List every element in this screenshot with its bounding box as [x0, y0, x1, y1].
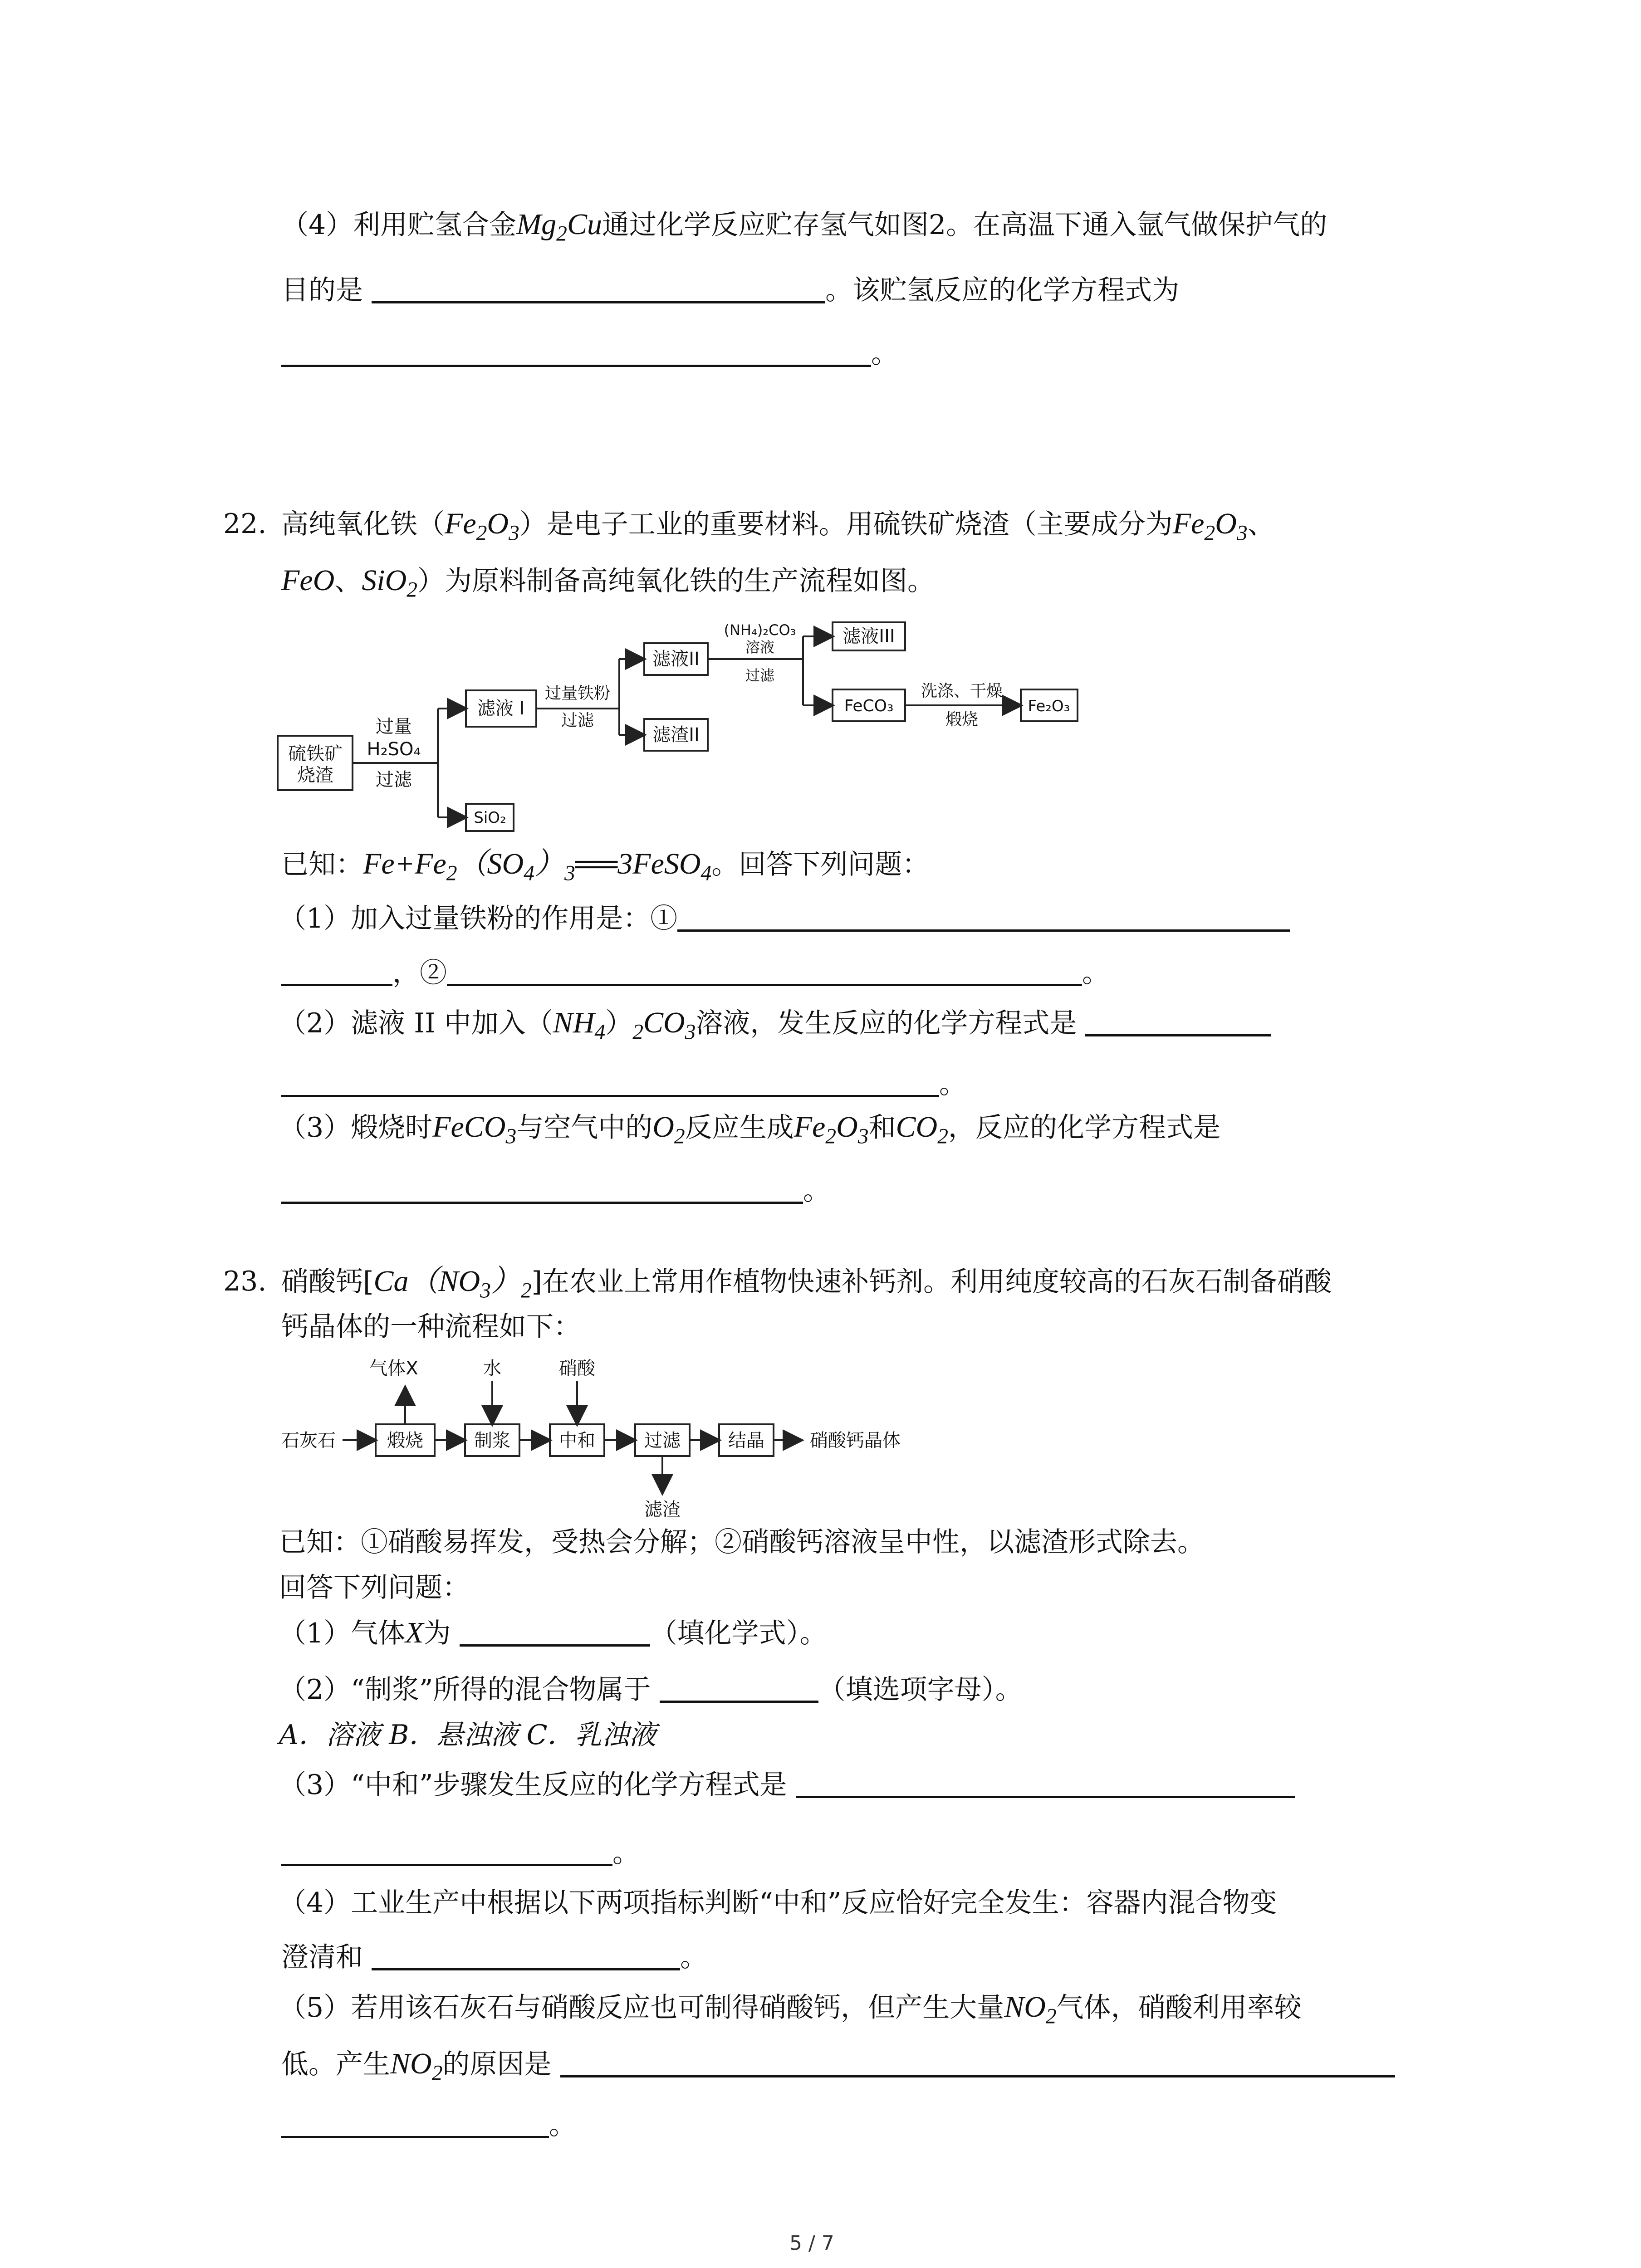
- flow-reagent1-b: H₂SO₄: [367, 739, 421, 760]
- formula-no2: $NO_2$: [1004, 1990, 1057, 2028]
- formula-fe2o3: $Fe_2O_3$: [1172, 507, 1248, 545]
- text: （1）加入过量铁粉的作用是：①: [279, 903, 678, 934]
- flow-reagent4-b: 煅烧: [945, 710, 979, 729]
- flow-step-neutralize: 中和: [559, 1430, 595, 1451]
- q22-stem-line2: [281, 560, 935, 601]
- text: （3）“中和”步骤发生反应的化学方程式是: [279, 1769, 787, 1801]
- text: （2）“制浆”所得的混合物属于: [279, 1674, 651, 1706]
- flow-filtrate3: 滤液III: [843, 626, 895, 647]
- flow-step-calcine: 煅烧: [387, 1430, 423, 1451]
- text: 溶液，发生反应的化学方程式是: [696, 1007, 1077, 1039]
- q23-flow-diagram: [272, 1349, 953, 1526]
- formula-sio2: SiO$_2$: [362, 564, 418, 602]
- flow-reagent1-c: 过滤: [376, 769, 412, 790]
- flow-step-slurry: 制浆: [474, 1430, 510, 1451]
- text: （填化学式）。: [650, 1618, 827, 1649]
- q23-stem-line1: [281, 1261, 1332, 1302]
- question-number-22: 22.: [223, 508, 267, 540]
- flow-sio2: SiO₂: [474, 809, 506, 827]
- q23-q4-line2: [281, 1937, 707, 1978]
- text: （2）滤液 II 中加入（: [279, 1007, 553, 1039]
- text: 与空气中的: [516, 1112, 653, 1144]
- q23-options: A．溶液 B．悬浊液 C．乳浊液: [279, 1719, 656, 1751]
- answer-blank[interactable]: [281, 979, 392, 986]
- text: 为: [423, 1618, 451, 1649]
- question-number-23: 23.: [223, 1266, 267, 1297]
- text: （4）利用贮氢合金: [281, 209, 517, 241]
- answer-blank[interactable]: [372, 297, 825, 303]
- text: 低。产生: [281, 2048, 390, 2080]
- flow-acid: 硝酸: [559, 1358, 595, 1379]
- formula-fe2o3: $Fe_2O_3$: [445, 507, 519, 545]
- answer-blank[interactable]: [460, 1640, 650, 1647]
- equation-known: $Fe+Fe_2(SO_4)_3══3FeSO_4$: [363, 847, 712, 885]
- text: 。回答下列问题：: [711, 849, 930, 880]
- flow-reagent4-a: 洗涤、干燥: [921, 682, 1003, 700]
- text: 。: [871, 338, 898, 370]
- q23-known: 已知：①硝酸易挥发，受热会分解；②硝酸钙溶液呈中性，以滤渣形式除去。: [279, 1526, 1205, 1558]
- text: 、: [334, 565, 362, 597]
- text: 、: [1247, 508, 1275, 540]
- answer-blank[interactable]: [560, 2071, 1395, 2077]
- q23-q5-line1: [279, 1987, 1302, 2028]
- text: 。: [939, 1068, 966, 1100]
- q22-q1-line1: [279, 898, 1290, 939]
- q22-q2-line2: [281, 1064, 966, 1105]
- formula-nh4-2co3: $NH_4$: [553, 1006, 606, 1044]
- flow-reagent3-b: 溶液: [745, 639, 775, 656]
- text: （3）煅烧时: [279, 1112, 433, 1144]
- text: ，②: [392, 957, 447, 989]
- text: 澄清和: [281, 1941, 363, 1973]
- answer-blank[interactable]: [677, 925, 1290, 932]
- flow-step-crystallize: 结晶: [728, 1430, 764, 1451]
- answer-blank[interactable]: [660, 1696, 818, 1703]
- q22-q3-line2: [281, 1170, 830, 1211]
- flow-feco3: FeCO₃: [844, 697, 894, 715]
- formula-co2: $CO_2$: [896, 1110, 948, 1149]
- formula-no2: $NO_2$: [390, 2047, 443, 2085]
- text: ）是电子工业的重要材料。用硫铁矿烧渣（主要成分为: [519, 508, 1173, 540]
- q23-q2: [279, 1669, 1023, 1710]
- q23-q1: [279, 1613, 827, 1654]
- formula-feo: FeO: [281, 564, 335, 597]
- answer-blank[interactable]: [281, 360, 871, 367]
- text: 通过化学反应贮存氢气如图2。在高温下通入氩气做保护气的: [602, 209, 1327, 241]
- q22-known: [281, 844, 929, 885]
- text: ）: [605, 1007, 633, 1039]
- flow-start-b: 烧渣: [297, 765, 333, 786]
- q22-q3-line1: [279, 1107, 1220, 1148]
- text: 高纯氧化铁（: [281, 508, 445, 540]
- page-number: 5 / 7: [789, 2232, 834, 2255]
- answer-blank[interactable]: [447, 979, 1082, 986]
- flow-reagent3-a: (NH₄)₂CO₃: [724, 621, 796, 639]
- text: 。: [549, 2109, 576, 2141]
- text: 已知：: [281, 849, 363, 880]
- answer-blank[interactable]: [281, 1090, 939, 1097]
- q23-answer-intro: 回答下列问题：: [279, 1572, 470, 1603]
- flow-fe2o3: Fe₂O₃: [1028, 697, 1070, 715]
- formula-o2: $O_2$: [652, 1110, 685, 1149]
- answer-blank[interactable]: [281, 2131, 549, 2138]
- text: 硝酸钙[: [281, 1266, 374, 1298]
- text: 。: [1082, 957, 1109, 989]
- text: 的原因是: [442, 2048, 552, 2080]
- formula-x: X: [405, 1616, 424, 1649]
- flow-product: 硝酸钙晶体: [810, 1430, 901, 1451]
- flow-residue2: 滤渣II: [652, 724, 700, 745]
- text: 目的是: [281, 274, 363, 306]
- text: （1）气体: [279, 1618, 406, 1649]
- text: 。该贮氢反应的化学方程式为: [825, 274, 1180, 306]
- text: 气体，硝酸利用率较: [1056, 1992, 1302, 2024]
- flow-filtrate1: 滤液 I: [477, 698, 525, 719]
- flow-start: 石灰石: [281, 1430, 336, 1451]
- q23-stem-line2: [281, 1306, 581, 1347]
- answer-blank[interactable]: [372, 1964, 680, 1970]
- text: 反应生成: [685, 1112, 794, 1144]
- text: ，反应的化学方程式是: [948, 1112, 1220, 1144]
- formula-mg2cu: $Mg_2Cu$: [516, 208, 602, 246]
- answer-blank[interactable]: [796, 1791, 1295, 1798]
- q22-flow-diagram: [272, 617, 1116, 835]
- flow-gas-x: 气体X: [369, 1358, 418, 1379]
- flow-reagent2-a: 过量铁粉: [544, 684, 611, 703]
- formula-ca-no3-2: $Ca(NO_3)_2$: [373, 1265, 532, 1303]
- q23-q3-line1: [279, 1765, 1295, 1805]
- answer-blank[interactable]: [1085, 1030, 1271, 1036]
- formula-co3: $_2CO_3$: [632, 1006, 696, 1044]
- q22-q2-line1: [279, 1002, 1271, 1044]
- flow-residue: 滤渣: [644, 1499, 681, 1520]
- text: 。: [803, 1175, 830, 1207]
- text: 钙晶体的一种流程如下：: [281, 1311, 581, 1343]
- answer-blank[interactable]: [281, 1859, 612, 1866]
- text: （5）若用该石灰石与硝酸反应也可制得硝酸钙，但产生大量: [279, 1992, 1004, 2024]
- text: （填选项字母）。: [818, 1674, 1023, 1706]
- formula-feco3: FeCO$_3$: [432, 1110, 517, 1149]
- q23-q5-line3: [281, 2105, 576, 2146]
- q23-q3-line2: [281, 1833, 640, 1873]
- formula-fe2o3: $Fe_2O_3$: [794, 1110, 869, 1149]
- flow-filtrate2: 滤液II: [652, 649, 700, 670]
- flow-start-a: 硫铁矿: [288, 743, 343, 764]
- q23-q5-line2: [281, 2043, 1395, 2085]
- q21-p4-line1: [281, 204, 1327, 245]
- text: 。: [612, 1837, 640, 1869]
- text: 和: [868, 1112, 896, 1144]
- q21-p4-line2: [281, 270, 1179, 311]
- flow-reagent1-a: 过量: [376, 716, 412, 737]
- q23-q4-line1: （4）工业生产中根据以下两项指标判断“中和”反应恰好完全发生：容器内混合物变: [279, 1887, 1277, 1919]
- text: ]在农业上常用作植物快速补钙剂。利用纯度较高的石灰石制备硝酸: [531, 1266, 1332, 1298]
- flow-step-filter: 过滤: [644, 1430, 681, 1451]
- flow-reagent2-b: 过滤: [561, 711, 594, 730]
- answer-blank[interactable]: [281, 1197, 803, 1204]
- q22-q1-line2: [281, 953, 1109, 993]
- q22-stem-line1: [281, 503, 1275, 545]
- text: 。: [680, 1941, 708, 1973]
- text: ）为原料制备高纯氧化铁的生产流程如图。: [417, 565, 935, 597]
- q21-p4-line3: [281, 333, 898, 374]
- flow-water: 水: [483, 1358, 501, 1379]
- flow-reagent3-c: 过滤: [745, 667, 775, 684]
